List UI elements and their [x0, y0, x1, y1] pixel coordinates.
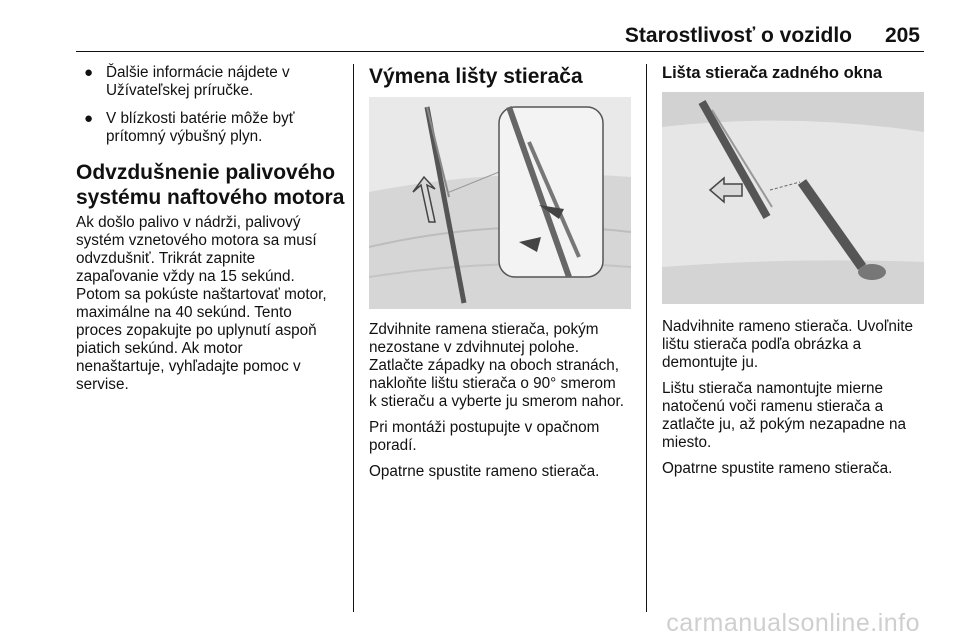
column-divider-right — [646, 64, 647, 612]
fuel-bleeding-paragraph: Ak došlo palivo v nádrži, palivový systém vznetového motora sa musí odvzdušniť. Trikrát zapnite zapaľovanie vždy na 15 sekúnd. Potom sa pokúste naštartovať motor, maximálne na 40 sekúnd. Tento proces zopakujte po uplynutí aspoň piatich sekúnd. Ak motor nenaštartuje, vyhľadajte pomoc v servise. — [76, 214, 327, 393]
wiper-blade-illustration — [369, 97, 631, 309]
rear-wiper-illustration — [662, 92, 924, 304]
rear-wiper-paragraph-1: Nadvihnite rameno stierača. Uvoľnite lištu stierača podľa obrázka a demontujte ju. — [662, 318, 914, 371]
wiper-blade-figure — [369, 97, 631, 309]
page-number: 205 — [884, 24, 920, 47]
column-middle — [369, 64, 635, 489]
bullet-dot-icon: ● — [84, 110, 94, 127]
column-left — [76, 64, 346, 402]
bullet-list — [76, 64, 346, 146]
header-rule — [76, 51, 924, 52]
section-heading-wiper-blade: Výmena lišty stierača — [369, 65, 583, 88]
section-heading-fuel-bleeding: Odvzdušnenie palivového systému naftového motora — [76, 161, 345, 209]
rear-wiper-paragraph-3: Opatrne spustite rameno stierača. — [662, 460, 893, 477]
bullet-dot-icon: ● — [84, 64, 94, 81]
watermark: carmanualsonline.info — [666, 609, 920, 637]
section-heading-rear-wiper: Lišta stierača zadného okna — [662, 64, 883, 82]
wiper-blade-paragraph-2: Pri montáži postupujte v opačnom poradí. — [369, 419, 600, 454]
bullet-text: V blízkosti batérie môže byť prítomný výbušný plyn. — [106, 110, 295, 145]
section-title: Starostlivosť o vozidlo — [624, 24, 852, 47]
column-divider-left — [353, 64, 354, 612]
column-right — [662, 64, 932, 486]
wiper-blade-paragraph-1: Zdvihnite ramena stierača, pokým nezostane v zdvihnutej polohe. Zatlačte západky na oboch stranách, nakloňte lištu stierača o 90° smerom k stieraču a vyberte ju smerom nahor. — [369, 321, 625, 410]
bullet-text: Ďalšie informácie nájdete v Užívateľskej príručke. — [106, 64, 290, 99]
bullet-item — [76, 110, 346, 146]
wiper-blade-paragraph-3: Opatrne spustite rameno stierača. — [369, 463, 600, 480]
bullet-item — [76, 64, 346, 100]
rear-wiper-figure — [662, 92, 924, 304]
rear-wiper-paragraph-2: Lištu stierača namontujte mierne natočenú voči ramenu stierača a zatlačte ju, až pokým nezapadne na miesto. — [662, 380, 907, 451]
